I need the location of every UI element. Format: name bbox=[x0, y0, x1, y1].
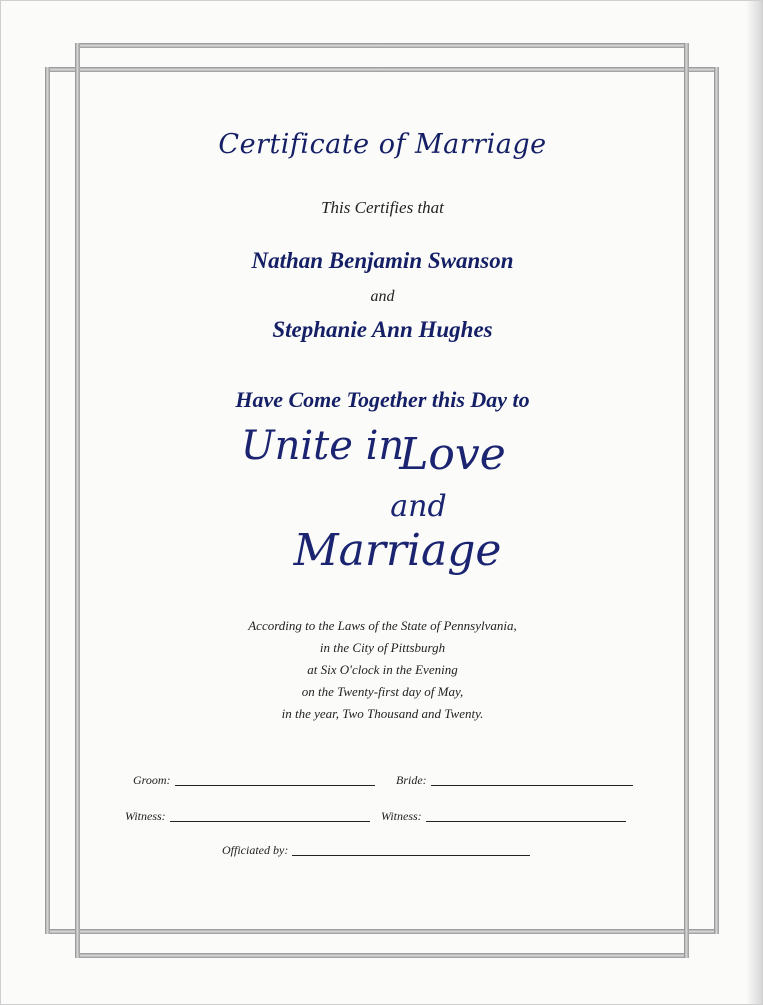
bride-signature-line[interactable] bbox=[431, 785, 633, 786]
love-text: Love bbox=[399, 429, 506, 480]
certificate-title: Certificate of Marriage bbox=[218, 129, 547, 160]
witness-one-signature-line[interactable] bbox=[170, 821, 370, 822]
witness-one-signature[interactable] bbox=[125, 809, 370, 824]
frame-bottom-outer bbox=[75, 953, 689, 958]
and-script-text: and bbox=[390, 489, 447, 524]
officiant-signature[interactable] bbox=[222, 843, 530, 858]
witness-one-label: Witness: bbox=[125, 809, 166, 823]
laws-line: in the year, Two Thousand and Twenty. bbox=[281, 706, 484, 721]
frame-bottom-inner bbox=[45, 929, 719, 934]
witness-two-signature-line[interactable] bbox=[426, 821, 626, 822]
frame-top-inner bbox=[45, 67, 719, 72]
groom-signature[interactable] bbox=[133, 773, 375, 788]
officiant-label: Officiated by: bbox=[222, 843, 289, 857]
witness-two-label: Witness: bbox=[381, 809, 422, 823]
groom-label: Groom: bbox=[133, 773, 171, 787]
bride-signature[interactable] bbox=[396, 773, 633, 788]
officiant-signature-line[interactable] bbox=[292, 855, 530, 856]
unite-in-text: Unite in bbox=[240, 423, 405, 469]
laws-line: on the Twenty-first day of May, bbox=[301, 684, 464, 699]
marriage-text: Marriage bbox=[293, 525, 502, 576]
laws-line: According to the Laws of the State of Pennsylvania, bbox=[248, 618, 517, 633]
laws-line: at Six O'clock in the Evening bbox=[307, 662, 458, 677]
groom-signature-line[interactable] bbox=[175, 785, 375, 786]
conjunction-and: and bbox=[370, 288, 395, 305]
laws-paragraph bbox=[1, 615, 763, 725]
laws-line: in the City of Pittsburgh bbox=[319, 640, 446, 655]
bride-label: Bride: bbox=[396, 773, 427, 787]
come-together-phrase: Have Come Together this Day to bbox=[235, 387, 530, 412]
name-two: Stephanie Ann Hughes bbox=[272, 317, 493, 342]
frame-top-outer bbox=[75, 43, 689, 48]
witness-two-signature[interactable] bbox=[381, 809, 626, 824]
name-one: Nathan Benjamin Swanson bbox=[251, 248, 514, 273]
certifies-text: This Certifies that bbox=[321, 198, 444, 217]
